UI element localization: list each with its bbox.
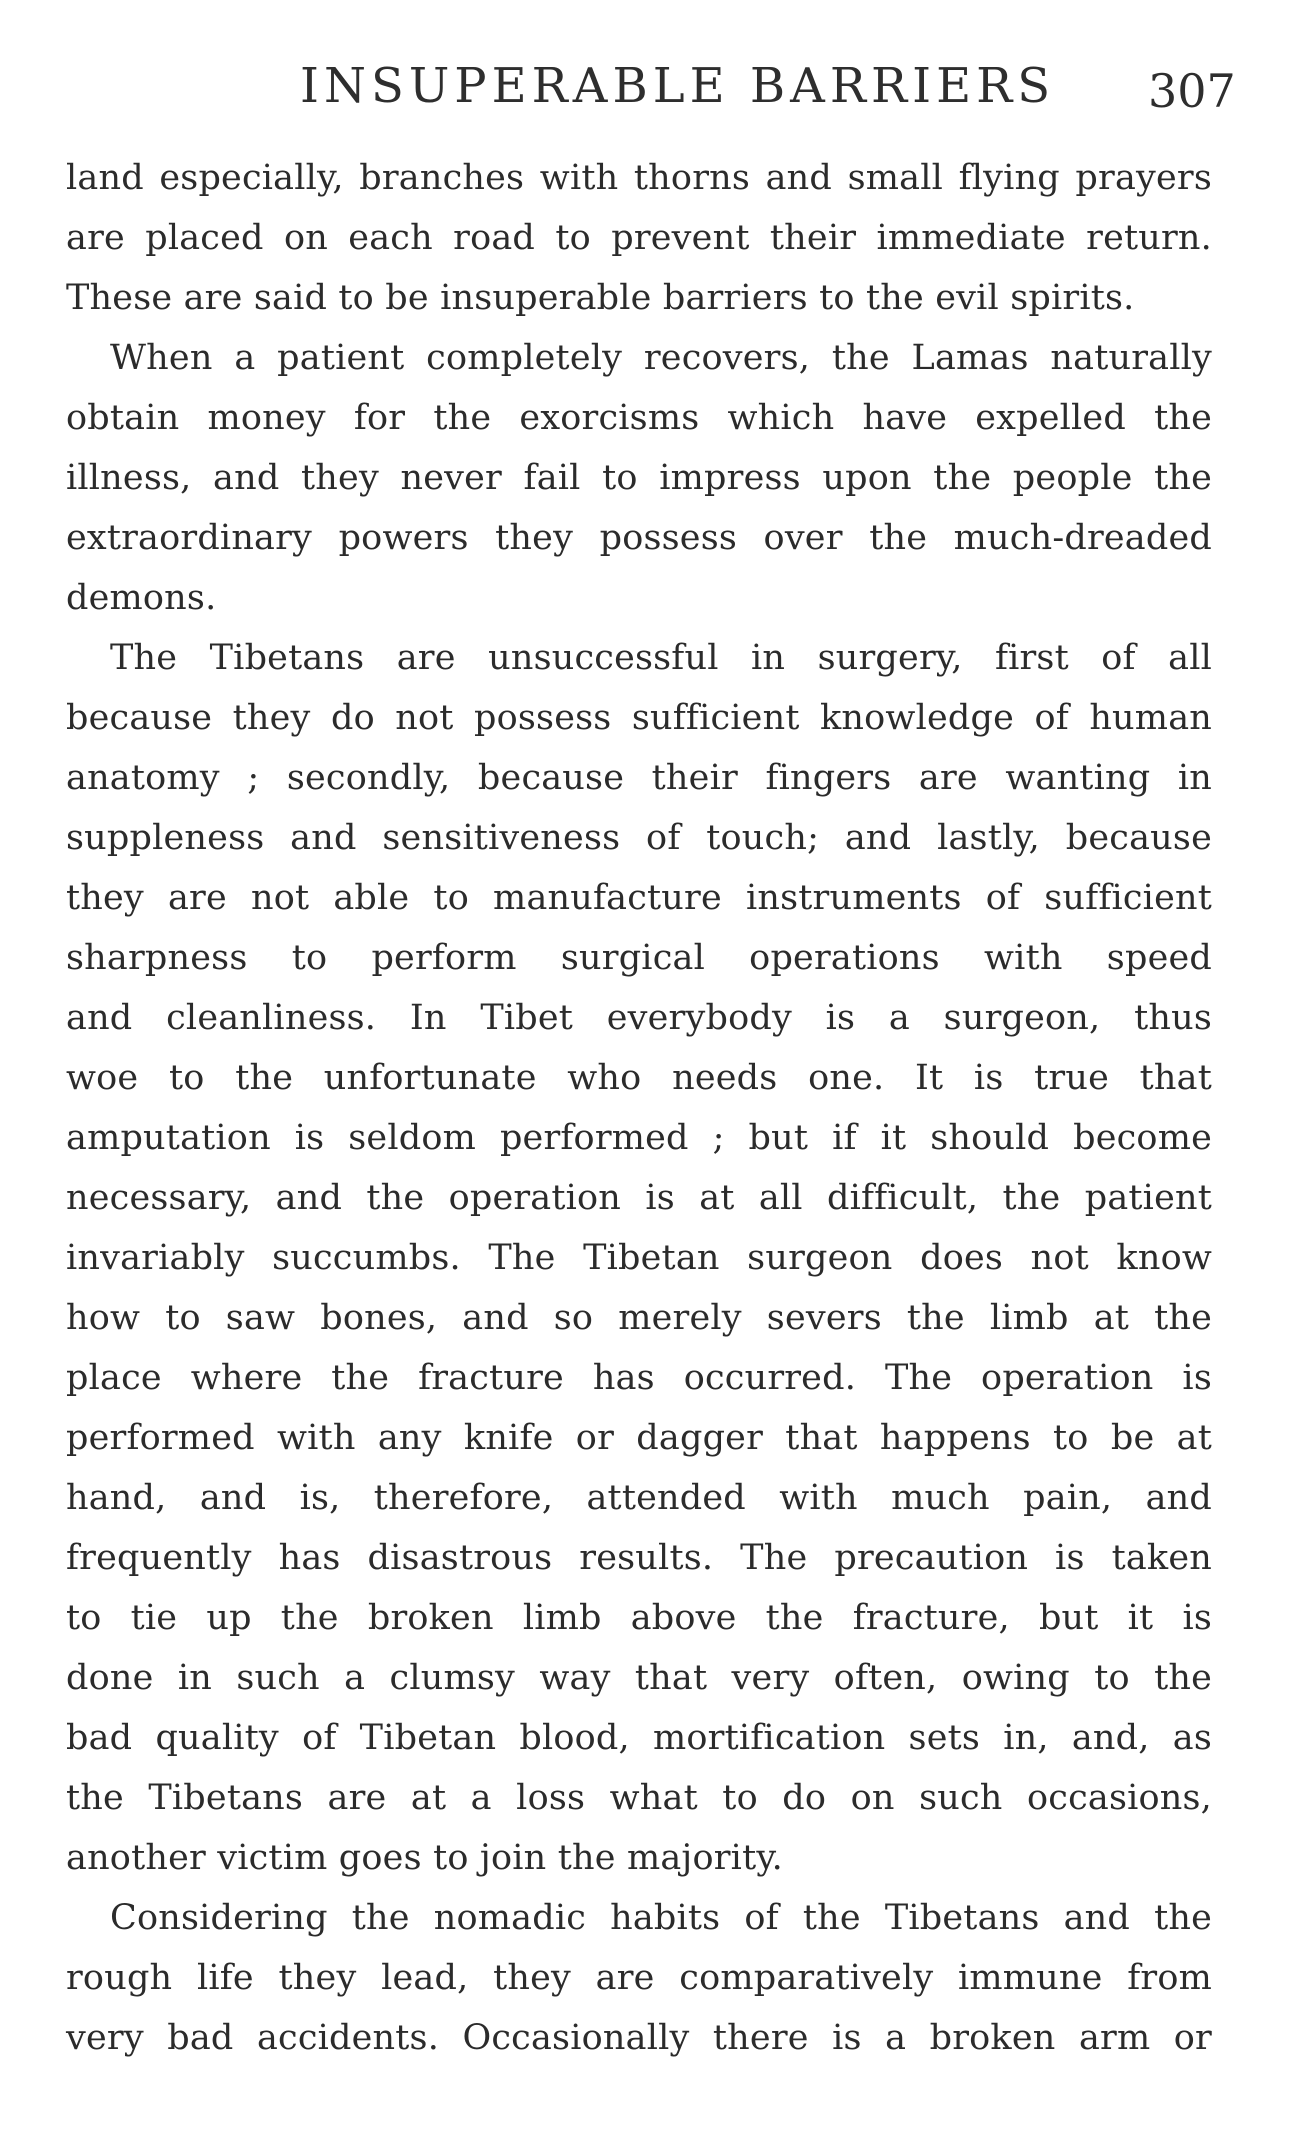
text-line: are placed on each road to prevent their immediate return. — [66, 218, 1212, 258]
text-line: rough life they lead, they are comparatively immune from — [66, 1958, 1212, 1998]
running-head: INSUPERABLE BARRIERS — [300, 58, 1056, 114]
page-number: 307 — [1148, 64, 1236, 118]
text-line: very bad accidents. Occasionally there is a broken arm or — [66, 2018, 1212, 2058]
text-line: invariably succumbs. The Tibetan surgeon does not know — [66, 1238, 1212, 1278]
text-line: and cleanliness. In Tibet everybody is a surgeon, thus — [66, 998, 1212, 1038]
body-text — [66, 148, 1212, 2068]
text-line: how to saw bones, and so merely severs the limb at the — [66, 1298, 1212, 1338]
text-line: the Tibetans are at a loss what to do on such occasions, — [66, 1778, 1212, 1818]
text-line: frequently has disastrous results. The precaution is taken — [66, 1538, 1212, 1578]
text-line: they are not able to manufacture instruments of sufficient — [66, 878, 1212, 918]
text-line: sharpness to perform surgical operations with speed — [66, 938, 1212, 978]
text-line: suppleness and sensitiveness of touch; and lastly, because — [66, 818, 1212, 858]
text-line: These are said to be insuperable barriers to the evil spirits. — [66, 278, 1135, 318]
text-line: to tie up the broken limb above the fracture, but it is — [66, 1598, 1212, 1638]
text-line: woe to the unfortunate who needs one. It is true that — [66, 1058, 1212, 1098]
text-line: illness, and they never fail to impress upon the people the — [66, 458, 1212, 498]
text-line: because they do not possess sufficient knowledge of human — [66, 698, 1212, 738]
text-line: Considering the nomadic habits of the Tibetans and the — [110, 1898, 1212, 1938]
text-line: extraordinary powers they possess over the much-dreaded — [66, 518, 1212, 558]
text-line: bad quality of Tibetan blood, mortification sets in, and, as — [66, 1718, 1212, 1758]
text-line: place where the fracture has occurred. The operation is — [66, 1358, 1212, 1398]
text-line: demons. — [66, 578, 217, 618]
text-line: obtain money for the exorcisms which have expelled the — [66, 398, 1212, 438]
text-line: another victim goes to join the majority. — [66, 1838, 783, 1878]
text-line: necessary, and the operation is at all difficult, the patient — [66, 1178, 1212, 1218]
text-line: amputation is seldom performed ; but if it should become — [66, 1118, 1212, 1158]
text-line: land especially, branches with thorns and small flying prayers — [66, 158, 1212, 198]
text-line: hand, and is, therefore, attended with much pain, and — [66, 1478, 1212, 1518]
text-line: anatomy ; secondly, because their fingers are wanting in — [66, 758, 1212, 798]
text-line: The Tibetans are unsuccessful in surgery, first of all — [110, 638, 1212, 678]
text-line: performed with any knife or dagger that happens to be at — [66, 1418, 1212, 1458]
text-line: done in such a clumsy way that very often, owing to the — [66, 1658, 1212, 1698]
text-line: When a patient completely recovers, the Lamas naturally — [110, 338, 1212, 378]
